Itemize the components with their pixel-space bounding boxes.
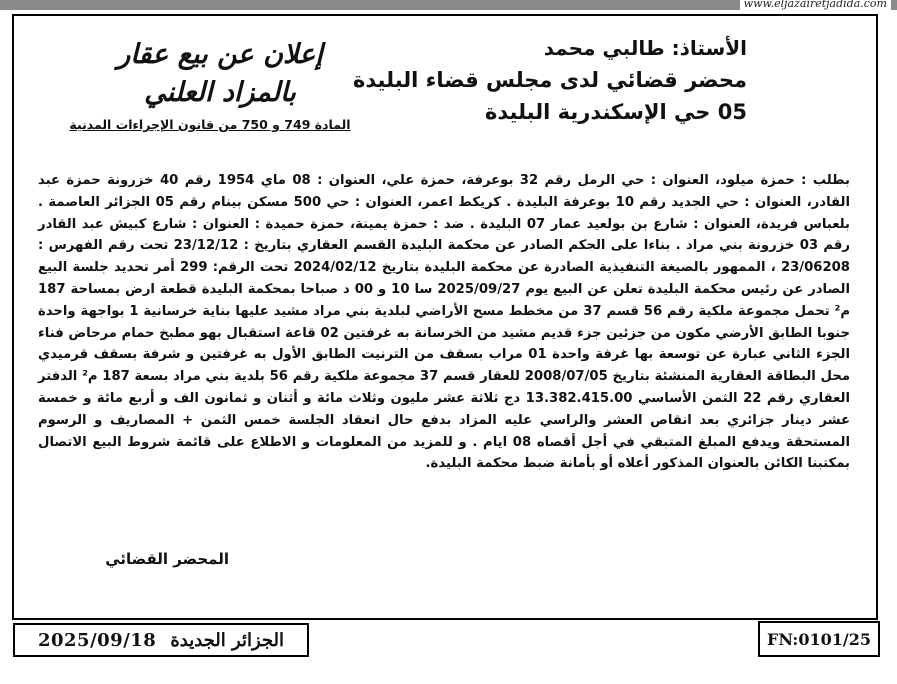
top-banner-strip (0, 0, 897, 10)
newspaper-stamp (13, 623, 309, 657)
bailiff-address: 05 حي الإسكندرية البليدة (485, 100, 747, 124)
newspaper-name: الجزائر الجديدة (170, 629, 285, 651)
file-number-box: FN:0101/25 (758, 621, 880, 657)
signature: المحضر القضائي (105, 550, 229, 568)
publication-date: 2025/09/18 (37, 629, 157, 651)
notice-title-line-1: إعلان عن بيع عقار (117, 39, 323, 70)
legal-reference: المادة 749 و 750 من قانون الإجراءات المدنية (69, 117, 351, 132)
bailiff-name: الأستاذ: طالبي محمد (543, 36, 747, 60)
notice-title (55, 36, 385, 112)
notice-body: بطلب : حمزة ميلود، العنوان : حي الرمل رقم 32 بوعرفة، حمزة علي، العنوان : 08 ماي 1954 رقم 40 خزرونة حمزة عبد القادر، العنوان : حي الجديد رقم 10 بوعرفة البليدة . كريكط اعمر، العنوان : حي 500 مسكن بينام رقم 05 الجزائر العاصمة . بلعباس فريدة، العنوان : شارع بن بولعيد عمار 07 البليدة . ضد : حمزة يمينة، حمزة حميدة : العنوان : شارع كبيش عبد القادر رقم 03 خزرونة بني مراد . بناءا على الحكم الصادر عن محكمة البليدة القسم العقاري بتاريخ : 23/12/12 تحت رقم الفهرس : 23/06208 ، الممهور بالصيغة التنفيذية الصادرة عن محكمة البليدة بتاريخ 2024/02/12 تحت الرقم: 299 أمر تحديد جلسة البيع الصادر عن رئيس محكمة البليدة تعلن عن البيع يوم 2025/09/27 سا 10 و 00 د صباحا بمحكمة البليدة قطعة ارض بمساحة 187 م² تحمل مجموعة ملكية رقم 56 قسم 37 من مخطط مسح الأراضي لبلدية بني مراد مشيد عليها بناية خرسانية 1 بواجهة واحدة جنوبا الطابق الأرضي مكون من جزئين جزء قديم مشيد من الخرسانة به غرفتين 02 قاعة استقبال بهو مطبخ حمام مرحاض فناء الجزء الثاني عبارة عن توسعة بها غرفة واحدة 01 مراب بسقف من الترنيت الطابق الأول به غرفتين و شرفة بسقف قرميدي محل البطاقة العقارية المنشئة بتاريخ 2008/07/05 للعقار قسم 37 مجموعة ملكية رقم 56 بلدية بني مراد بسعة 187 م² الدفتر العقاري رقم 22 الثمن الأساسي 13.382.415.00 دج ثلاثة عشر مليون وثلاث مائة و أثنان و ثمانون الف و أربع مائة و خمسة عشر دينار جزائري بعد انقاص العشر والراسي عليه المزاد بدفع حال انعقاد الجلسة خمس الثمن + المصاريف و الرسوم المستحقة ويدفع المبلغ المتبقي في أجل أقصاه 08 ايام . و للمزيد من المعلومات و الاطلاع على قائمة شروط البيع الاتصال بمكتبنا الكائن بالعنوان المذكور أعلاه أو بأمانة ضبط محكمة البليدة. (38, 173, 851, 472)
bailiff-title: محضر قضائي لدى مجلس قضاء البليدة (353, 68, 747, 92)
notice-title-line-2: بالمزاد العلني (144, 77, 296, 108)
website-url: www.eljazairetjadida.com (740, 0, 891, 10)
bailiff-header (353, 32, 747, 128)
